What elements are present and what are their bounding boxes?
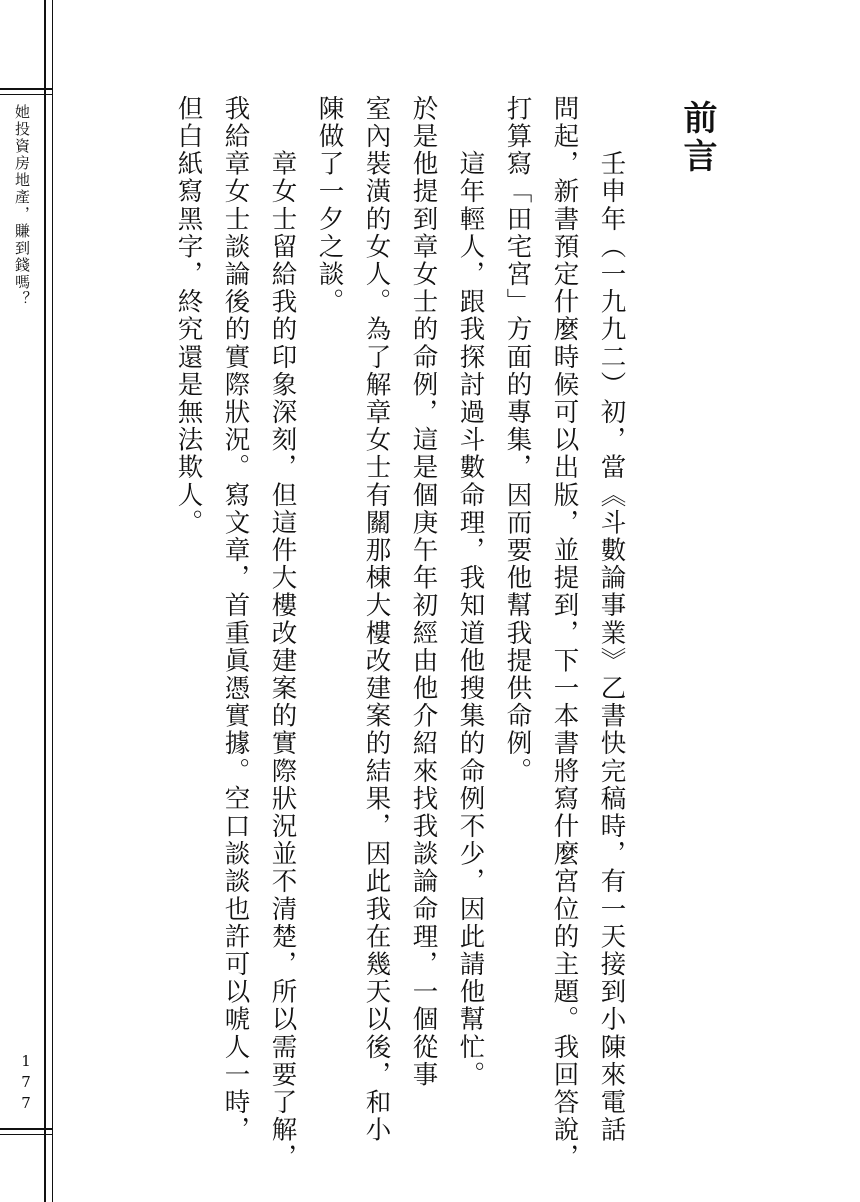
margin-rule-inner [52, 0, 53, 1202]
body-line-8: 章女士留給我的印象深刻，但這件大樓改建案的實際狀況並不清楚，所以需要了解， [267, 95, 298, 1172]
body-line-4: 這年輕人，跟我探討過斗數命理，我知道他搜集的命例不少，因此請他幫忙。 [455, 95, 486, 1089]
body-line-7: 陳做了一夕之談。 [314, 95, 345, 316]
header-bar-top [0, 88, 52, 90]
running-title: 她投資房地產，賺到錢嗎？ [13, 104, 31, 308]
page-number: 177 [17, 1052, 35, 1115]
margin-rule-outer [44, 0, 46, 1202]
body-line-10: 但白紙寫黑字，終究還是無法欺人。 [173, 95, 204, 537]
body-line-3: 打算寫「田宅宮」方面的專集，因而要他幫我提供命例。 [502, 95, 533, 785]
body-line-5: 於是他提到章女士的命例，這是個庚午年初經由他介紹來找我談論命理，一個從事 [408, 95, 439, 1089]
body-line-6: 室內裝潢的女人。為了解章女士有關那棟大樓改建案的結果，因此我在幾天以後，和小 [361, 95, 392, 1144]
body-line-1: 壬申年（一九九二）初，當《斗數論事業》乙書快完稿時，有一天接到小陳來電話 [596, 95, 627, 1144]
footer-bar-top [0, 1128, 52, 1130]
body-line-2: 問起，新書預定什麼時候可以出版，並提到，下一本書將寫什麼宮位的主題。我回答說， [549, 95, 580, 1172]
header-bar-bottom [0, 94, 52, 95]
body-line-9: 我給章女士談論後的實際狀況。寫文章，首重眞憑實據。空口談談也許可以唬人一時， [220, 95, 251, 1144]
footer-bar-bottom [0, 1134, 52, 1135]
section-heading: 前言 [677, 100, 717, 176]
